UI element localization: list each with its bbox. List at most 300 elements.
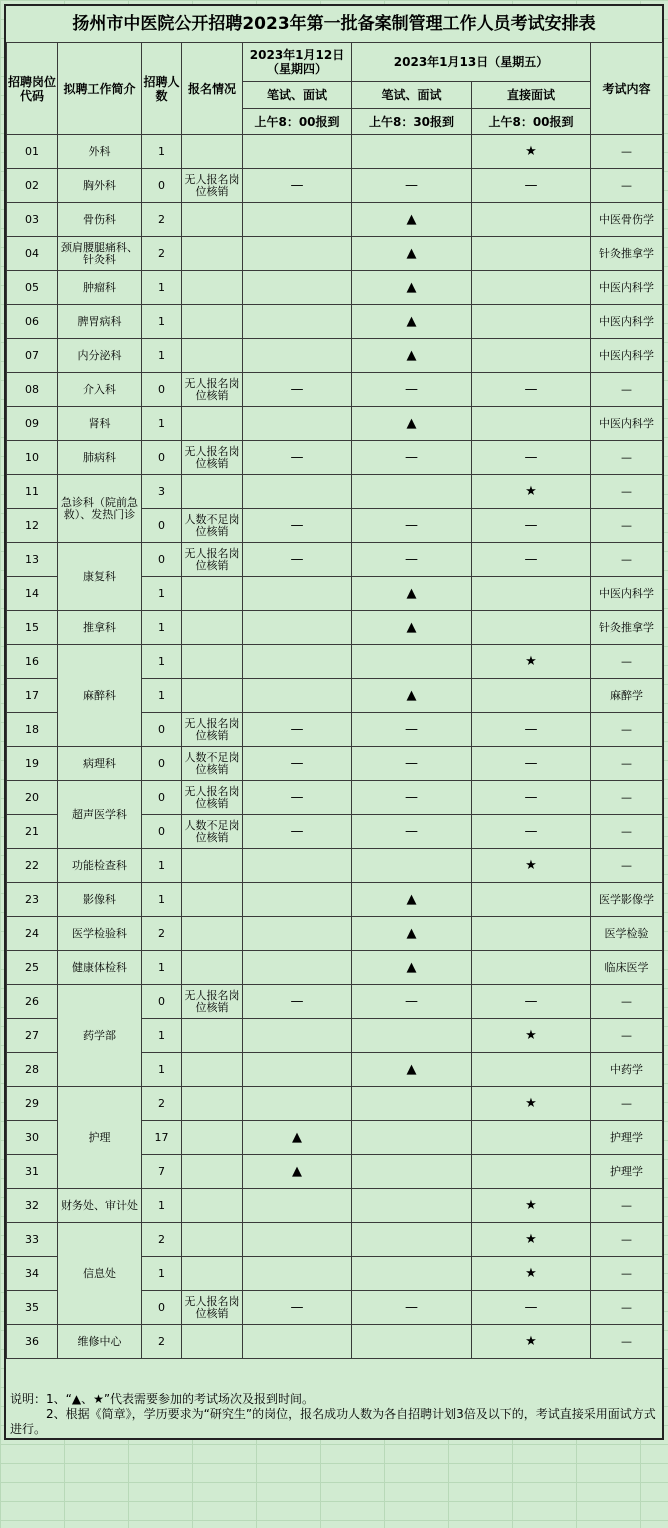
row-code: 35 <box>7 1291 58 1325</box>
table-row <box>7 203 663 237</box>
row-code: 15 <box>7 611 58 645</box>
row-day2-written: ▲ <box>352 1053 472 1087</box>
row-intro: 推拿科 <box>58 611 142 645</box>
row-status <box>182 1155 243 1189</box>
row-day2-written: ▲ <box>352 917 472 951</box>
row-content: — <box>591 509 663 543</box>
table-row <box>7 985 663 1019</box>
row-count: 1 <box>142 1257 182 1291</box>
row-status: 无人报名岗位核销 <box>182 373 243 407</box>
row-status: 无人报名岗位核销 <box>182 169 243 203</box>
header-d2-mode-2: 直接面试 <box>472 82 591 109</box>
table-row <box>7 781 663 815</box>
row-content: — <box>591 441 663 475</box>
row-intro: 超声医学科 <box>58 781 142 849</box>
row-count: 2 <box>142 1087 182 1121</box>
row-content: — <box>591 849 663 883</box>
row-content: — <box>591 543 663 577</box>
row-intro: 外科 <box>58 135 142 169</box>
row-day1-written <box>243 305 352 339</box>
row-status <box>182 679 243 713</box>
row-day2-written: ▲ <box>352 305 472 339</box>
row-code: 08 <box>7 373 58 407</box>
row-status <box>182 237 243 271</box>
row-day2-written: — <box>352 509 472 543</box>
row-count: 1 <box>142 305 182 339</box>
header-content: 考试内容 <box>591 43 663 135</box>
row-day2-interview: — <box>472 441 591 475</box>
row-day2-interview: — <box>472 985 591 1019</box>
row-count: 17 <box>142 1121 182 1155</box>
row-day1-written <box>243 1053 352 1087</box>
table-row <box>7 305 663 339</box>
row-day2-interview: ★ <box>472 1087 591 1121</box>
header-date-2: 2023年1月13日（星期五） <box>352 43 591 82</box>
row-day2-interview <box>472 611 591 645</box>
table-row <box>7 475 663 509</box>
row-day2-written <box>352 1223 472 1257</box>
row-day1-written <box>243 407 352 441</box>
table-row <box>7 951 663 985</box>
row-intro: 内分泌科 <box>58 339 142 373</box>
table-row <box>7 169 663 203</box>
row-intro: 麻醉科 <box>58 645 142 747</box>
row-intro: 财务处、审计处 <box>58 1189 142 1223</box>
row-code: 27 <box>7 1019 58 1053</box>
row-count: 0 <box>142 985 182 1019</box>
row-day2-interview: — <box>472 781 591 815</box>
header-d2-mode-1: 笔试、面试 <box>352 82 472 109</box>
row-status <box>182 1223 243 1257</box>
row-day1-written <box>243 475 352 509</box>
header-d2-time-1: 上午8：30报到 <box>352 109 472 135</box>
row-day2-interview: — <box>472 1291 591 1325</box>
row-day2-interview <box>472 679 591 713</box>
row-status <box>182 135 243 169</box>
row-status: 人数不足岗位核销 <box>182 509 243 543</box>
row-count: 0 <box>142 713 182 747</box>
row-day1-written: — <box>243 815 352 849</box>
row-day2-interview: ★ <box>472 645 591 679</box>
row-status: 无人报名岗位核销 <box>182 441 243 475</box>
row-code: 20 <box>7 781 58 815</box>
row-day2-written: ▲ <box>352 339 472 373</box>
row-content: 护理学 <box>591 1121 663 1155</box>
row-day1-written <box>243 1019 352 1053</box>
row-day2-written <box>352 645 472 679</box>
row-day2-written <box>352 1325 472 1359</box>
table-row <box>7 747 663 781</box>
row-day2-interview <box>472 1121 591 1155</box>
row-status <box>182 1189 243 1223</box>
row-day1-written: ▲ <box>243 1121 352 1155</box>
row-code: 31 <box>7 1155 58 1189</box>
row-day2-written: — <box>352 985 472 1019</box>
row-code: 11 <box>7 475 58 509</box>
row-count: 1 <box>142 1053 182 1087</box>
row-day1-written <box>243 951 352 985</box>
row-intro: 护理 <box>58 1087 142 1189</box>
row-status <box>182 645 243 679</box>
row-day2-written: — <box>352 543 472 577</box>
row-day1-written <box>243 135 352 169</box>
row-day2-interview: — <box>472 169 591 203</box>
row-day2-written: — <box>352 1291 472 1325</box>
row-day2-interview <box>472 203 591 237</box>
row-content: 中医内科学 <box>591 407 663 441</box>
row-day1-written: — <box>243 985 352 1019</box>
row-code: 33 <box>7 1223 58 1257</box>
row-status: 无人报名岗位核销 <box>182 1291 243 1325</box>
row-status: 人数不足岗位核销 <box>182 747 243 781</box>
header-status: 报名情况 <box>182 43 243 135</box>
sheet-title: 扬州市中医院公开招聘2023年第一批备案制管理工作人员考试安排表 <box>6 6 662 43</box>
row-status <box>182 1087 243 1121</box>
row-count: 1 <box>142 271 182 305</box>
row-code: 17 <box>7 679 58 713</box>
row-count: 1 <box>142 339 182 373</box>
row-count: 0 <box>142 781 182 815</box>
row-count: 0 <box>142 543 182 577</box>
row-code: 29 <box>7 1087 58 1121</box>
row-content: 医学影像学 <box>591 883 663 917</box>
row-count: 0 <box>142 373 182 407</box>
row-day1-written <box>243 1189 352 1223</box>
row-count: 1 <box>142 611 182 645</box>
row-day2-written <box>352 135 472 169</box>
row-code: 03 <box>7 203 58 237</box>
row-code: 19 <box>7 747 58 781</box>
row-intro: 病理科 <box>58 747 142 781</box>
row-day2-written: ▲ <box>352 237 472 271</box>
row-count: 2 <box>142 1223 182 1257</box>
row-day2-interview <box>472 339 591 373</box>
row-day1-written: — <box>243 781 352 815</box>
row-status <box>182 203 243 237</box>
header-count: 招聘人数 <box>142 43 182 135</box>
row-intro: 介入科 <box>58 373 142 407</box>
schedule-table <box>6 42 663 1359</box>
row-day1-written: — <box>243 373 352 407</box>
table-row <box>7 135 663 169</box>
row-content: — <box>591 1019 663 1053</box>
row-count: 2 <box>142 203 182 237</box>
row-code: 36 <box>7 1325 58 1359</box>
row-count: 1 <box>142 1019 182 1053</box>
row-day1-written <box>243 1087 352 1121</box>
row-day2-interview: — <box>472 509 591 543</box>
row-count: 0 <box>142 169 182 203</box>
row-intro: 健康体检科 <box>58 951 142 985</box>
row-content: 中医内科学 <box>591 305 663 339</box>
header-code: 招聘岗位代码 <box>7 43 58 135</box>
row-intro: 医学检验科 <box>58 917 142 951</box>
row-day2-written <box>352 1155 472 1189</box>
row-day2-interview: — <box>472 815 591 849</box>
notes <box>6 1392 662 1437</box>
row-content: — <box>591 1087 663 1121</box>
row-content: 麻醉学 <box>591 679 663 713</box>
row-day2-written <box>352 1087 472 1121</box>
row-day1-written <box>243 1223 352 1257</box>
row-day2-written: ▲ <box>352 679 472 713</box>
row-day2-interview: — <box>472 543 591 577</box>
table-row <box>7 917 663 951</box>
row-content: — <box>591 985 663 1019</box>
row-day2-interview: ★ <box>472 1019 591 1053</box>
row-day2-written <box>352 1189 472 1223</box>
row-day1-written: — <box>243 169 352 203</box>
row-count: 2 <box>142 1325 182 1359</box>
row-code: 18 <box>7 713 58 747</box>
row-code: 10 <box>7 441 58 475</box>
row-count: 0 <box>142 441 182 475</box>
row-content: 中医内科学 <box>591 577 663 611</box>
row-status <box>182 1019 243 1053</box>
row-count: 2 <box>142 917 182 951</box>
row-code: 21 <box>7 815 58 849</box>
table-row <box>7 1325 663 1359</box>
row-code: 16 <box>7 645 58 679</box>
row-intro: 肺病科 <box>58 441 142 475</box>
row-count: 2 <box>142 237 182 271</box>
row-day1-written: — <box>243 747 352 781</box>
row-intro: 信息处 <box>58 1223 142 1325</box>
row-day2-interview: ★ <box>472 135 591 169</box>
row-content: — <box>591 1223 663 1257</box>
note-line-2: 2、根据《简章》，学历要求为“研究生”的岗位，报名成功人数为各自招聘计划3倍及以下的，考试直接采用面试方式进行。 <box>10 1407 656 1436</box>
table-row <box>7 441 663 475</box>
row-day2-written: — <box>352 373 472 407</box>
row-count: 0 <box>142 815 182 849</box>
row-status: 无人报名岗位核销 <box>182 781 243 815</box>
row-status <box>182 917 243 951</box>
row-status <box>182 271 243 305</box>
row-status <box>182 1121 243 1155</box>
row-content: 针灸推拿学 <box>591 611 663 645</box>
table-row <box>7 407 663 441</box>
row-day2-interview: ★ <box>472 1223 591 1257</box>
row-day1-written <box>243 645 352 679</box>
row-intro: 脾胃病科 <box>58 305 142 339</box>
row-day2-interview <box>472 577 591 611</box>
row-day2-written: ▲ <box>352 611 472 645</box>
row-status <box>182 951 243 985</box>
row-day1-written: ▲ <box>243 1155 352 1189</box>
row-day1-written <box>243 883 352 917</box>
note-line-1: 说明：1、“▲、★”代表需要参加的考试场次及报到时间。 <box>10 1392 315 1406</box>
row-code: 14 <box>7 577 58 611</box>
row-content: — <box>591 1325 663 1359</box>
row-code: 02 <box>7 169 58 203</box>
row-day2-interview <box>472 951 591 985</box>
row-content: 中医骨伤学 <box>591 203 663 237</box>
row-day2-interview <box>472 237 591 271</box>
row-code: 30 <box>7 1121 58 1155</box>
row-day2-interview <box>472 883 591 917</box>
row-day1-written <box>243 203 352 237</box>
table-row <box>7 1189 663 1223</box>
row-day2-interview <box>472 917 591 951</box>
row-code: 24 <box>7 917 58 951</box>
table-row <box>7 611 663 645</box>
row-code: 28 <box>7 1053 58 1087</box>
row-count: 1 <box>142 679 182 713</box>
row-content: — <box>591 645 663 679</box>
row-count: 1 <box>142 577 182 611</box>
table-row <box>7 1087 663 1121</box>
row-count: 1 <box>142 645 182 679</box>
row-intro: 颈肩腰腿痛科、针灸科 <box>58 237 142 271</box>
row-intro: 肾科 <box>58 407 142 441</box>
row-day2-written <box>352 475 472 509</box>
row-intro: 骨伤科 <box>58 203 142 237</box>
row-intro: 肿瘤科 <box>58 271 142 305</box>
row-day2-interview <box>472 305 591 339</box>
row-status <box>182 407 243 441</box>
header-d1-mode: 笔试、面试 <box>243 82 352 109</box>
row-day1-written: — <box>243 1291 352 1325</box>
row-code: 32 <box>7 1189 58 1223</box>
row-count: 1 <box>142 407 182 441</box>
row-status <box>182 849 243 883</box>
row-content: — <box>591 713 663 747</box>
header-d1-time: 上午8：00报到 <box>243 109 352 135</box>
row-intro: 影像科 <box>58 883 142 917</box>
table-row <box>7 1223 663 1257</box>
row-code: 06 <box>7 305 58 339</box>
row-content: — <box>591 781 663 815</box>
row-day2-interview: — <box>472 747 591 781</box>
row-day2-written: ▲ <box>352 407 472 441</box>
row-code: 34 <box>7 1257 58 1291</box>
row-day1-written <box>243 849 352 883</box>
row-day1-written <box>243 611 352 645</box>
row-status <box>182 1325 243 1359</box>
row-code: 09 <box>7 407 58 441</box>
row-day2-interview: ★ <box>472 849 591 883</box>
row-count: 1 <box>142 883 182 917</box>
row-code: 12 <box>7 509 58 543</box>
row-intro: 药学部 <box>58 985 142 1087</box>
row-day2-interview <box>472 1155 591 1189</box>
table-row <box>7 271 663 305</box>
row-day2-interview: — <box>472 373 591 407</box>
row-day2-written: ▲ <box>352 883 472 917</box>
row-content: 中药学 <box>591 1053 663 1087</box>
row-day2-written: — <box>352 713 472 747</box>
row-content: — <box>591 815 663 849</box>
row-status: 人数不足岗位核销 <box>182 815 243 849</box>
row-day2-interview <box>472 271 591 305</box>
row-count: 0 <box>142 747 182 781</box>
row-status <box>182 305 243 339</box>
row-day2-written <box>352 1257 472 1291</box>
table-row <box>7 849 663 883</box>
row-count: 1 <box>142 135 182 169</box>
row-day2-written: — <box>352 781 472 815</box>
row-content: — <box>591 1257 663 1291</box>
row-status: 无人报名岗位核销 <box>182 985 243 1019</box>
table-row <box>7 543 663 577</box>
row-code: 04 <box>7 237 58 271</box>
row-intro: 功能检查科 <box>58 849 142 883</box>
row-day2-written: — <box>352 747 472 781</box>
row-count: 1 <box>142 849 182 883</box>
row-day2-interview: ★ <box>472 1325 591 1359</box>
row-status <box>182 339 243 373</box>
row-code: 26 <box>7 985 58 1019</box>
row-day2-interview: ★ <box>472 1257 591 1291</box>
row-day1-written: — <box>243 543 352 577</box>
header-date-1: 2023年1月12日（星期四） <box>243 43 352 82</box>
schedule-body <box>7 135 663 1359</box>
table-row <box>7 339 663 373</box>
row-day2-written <box>352 1121 472 1155</box>
row-status <box>182 611 243 645</box>
row-content: 中医内科学 <box>591 271 663 305</box>
row-code: 23 <box>7 883 58 917</box>
row-status <box>182 475 243 509</box>
row-day2-written: — <box>352 169 472 203</box>
row-code: 13 <box>7 543 58 577</box>
row-status <box>182 577 243 611</box>
row-intro: 急诊科（院前急救）、发热门诊 <box>58 475 142 543</box>
row-code: 22 <box>7 849 58 883</box>
row-content: — <box>591 475 663 509</box>
row-day1-written: — <box>243 509 352 543</box>
row-code: 07 <box>7 339 58 373</box>
row-content: — <box>591 1189 663 1223</box>
row-day2-written: — <box>352 441 472 475</box>
row-day2-written: ▲ <box>352 271 472 305</box>
row-content: 护理学 <box>591 1155 663 1189</box>
row-count: 7 <box>142 1155 182 1189</box>
table-row <box>7 883 663 917</box>
row-count: 0 <box>142 1291 182 1325</box>
row-status <box>182 1257 243 1291</box>
row-content: 针灸推拿学 <box>591 237 663 271</box>
row-day1-written <box>243 339 352 373</box>
table-row <box>7 237 663 271</box>
row-status <box>182 883 243 917</box>
row-day2-interview: ★ <box>472 475 591 509</box>
row-content: — <box>591 747 663 781</box>
row-content: — <box>591 169 663 203</box>
row-intro: 维修中心 <box>58 1325 142 1359</box>
row-day2-interview: ★ <box>472 1189 591 1223</box>
row-day2-written <box>352 849 472 883</box>
row-day2-interview: — <box>472 713 591 747</box>
row-count: 1 <box>142 951 182 985</box>
row-content: — <box>591 135 663 169</box>
row-intro: 胸外科 <box>58 169 142 203</box>
row-day1-written <box>243 1257 352 1291</box>
row-content: 中医内科学 <box>591 339 663 373</box>
row-day1-written: — <box>243 441 352 475</box>
row-day1-written <box>243 271 352 305</box>
row-day2-written <box>352 1019 472 1053</box>
row-content: — <box>591 373 663 407</box>
row-day1-written: — <box>243 713 352 747</box>
row-day2-written: ▲ <box>352 203 472 237</box>
row-count: 1 <box>142 1189 182 1223</box>
table-row <box>7 645 663 679</box>
row-day2-written: ▲ <box>352 577 472 611</box>
exam-schedule-sheet <box>4 4 664 1440</box>
row-day2-written: — <box>352 815 472 849</box>
row-content: 临床医学 <box>591 951 663 985</box>
